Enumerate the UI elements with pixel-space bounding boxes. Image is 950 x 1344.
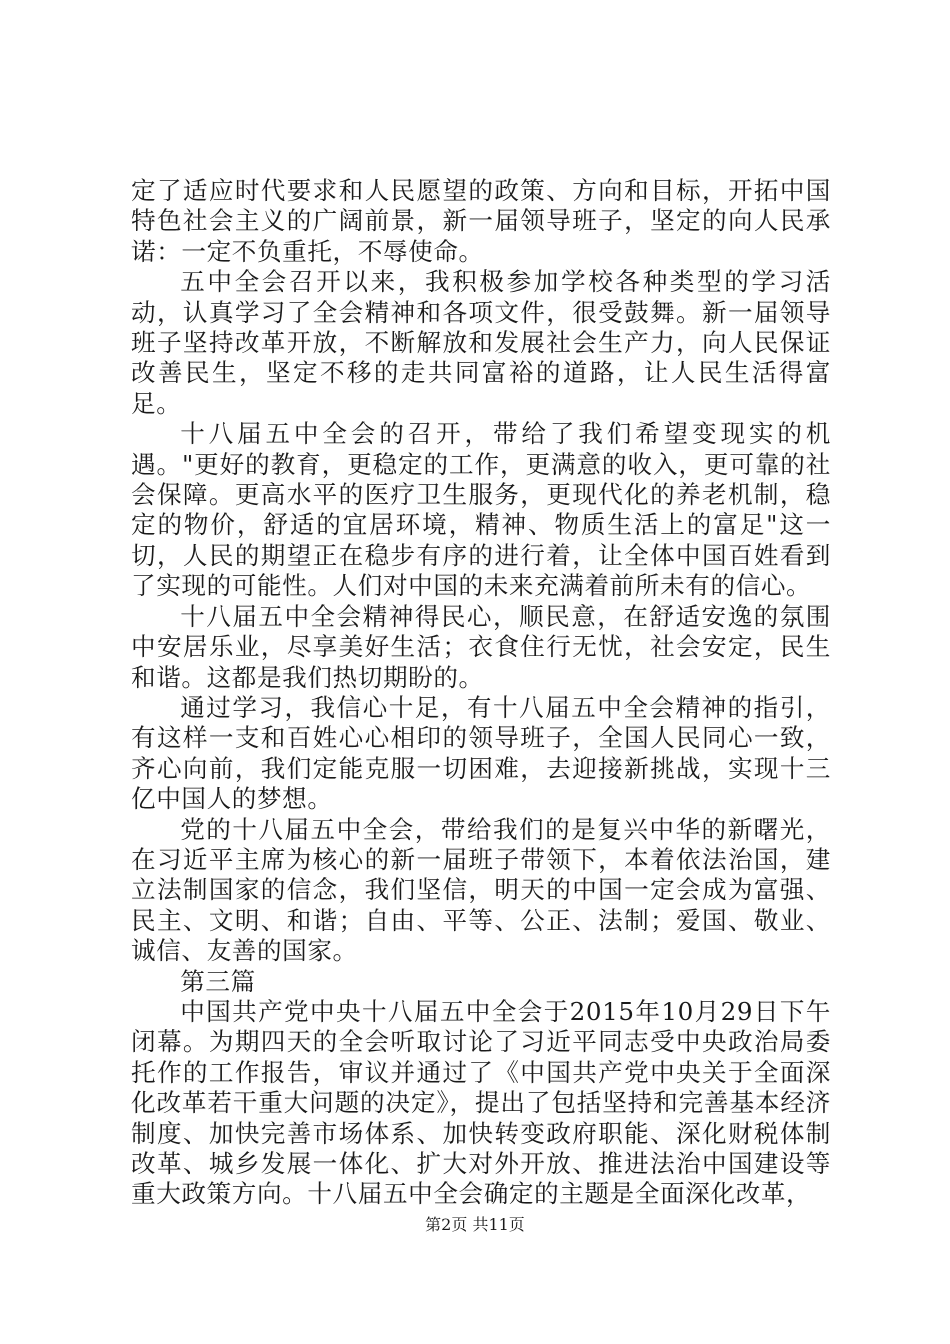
paragraph-7: 中国共产党中央十八届五中全会于2015年10月29日下午闭幕。为期四天的全会听取讨论了习近平同志受中央政治局委托作的工作报告，审议并通过了《中国共产党中央关于全面深化改革若干重大问题的决定》，提出了包括坚持和完善基本经济制度、加快完善市场体系、加快转变政府职能、深化财税体制改革、城乡发展一体化、扩大对外开放、推进法治中国建设等重大政策方向。十八届五中全会确定的主题是全面深化改革，	[131, 996, 831, 1209]
paragraph-3: 十八届五中全会的召开，带给了我们希望变现实的机遇。"更好的教育，更稳定的工作，更满意的收入，更可靠的社会保障。更高水平的医疗卫生服务，更现代化的养老机制，稳定的物价，舒适的宜居环境，精神、物质生活上的富足"这一切，人民的期望正在稳步有序的进行着，让全体中国百姓看到了实现的可能性。人们对中国的未来充满着前所未有的信心。	[131, 419, 831, 601]
paragraph-6: 党的十八届五中全会，带给我们的是复兴中华的新曙光，在习近平主席为核心的新一届班子带领下，本着依法治国，建立法制国家的信念，我们坚信，明天的中国一定会成为富强、民主、文明、和谐；自由、平等、公正、法制；爱国、敬业、诚信、友善的国家。	[131, 814, 831, 966]
section-heading: 第三篇	[180, 966, 256, 996]
paragraph-5: 通过学习，我信心十足，有十八届五中全会精神的指引，有这样一支和百姓心心相印的领导班子，全国人民同心一致，齐心向前，我们定能克服一切困难，去迎接新挑战，实现十三亿中国人的梦想。	[131, 692, 831, 814]
document-body	[131, 176, 831, 1210]
page-footer: 第2页 共11页	[425, 1215, 525, 1234]
paragraph-4: 十八届五中全会精神得民心，顺民意，在舒适安逸的氛围中安居乐业，尽享美好生活；衣食住行无忧，社会安定，民生和谐。这都是我们热切期盼的。	[131, 601, 831, 692]
paragraph-1: 定了适应时代要求和人民愿望的政策、方向和目标，开拓中国特色社会主义的广阔前景，新一届领导班子，坚定的向人民承诺：一定不负重托，不辱使命。	[131, 176, 831, 266]
paragraph-2: 五中全会召开以来，我积极参加学校各种类型的学习活动，认真学习了全会精神和各项文件，很受鼓舞。新一届领导班子坚持改革开放，不断解放和发展社会生产力，向人民保证改善民生，坚定不移的走共同富裕的道路，让人民生活得富足。	[131, 267, 831, 418]
